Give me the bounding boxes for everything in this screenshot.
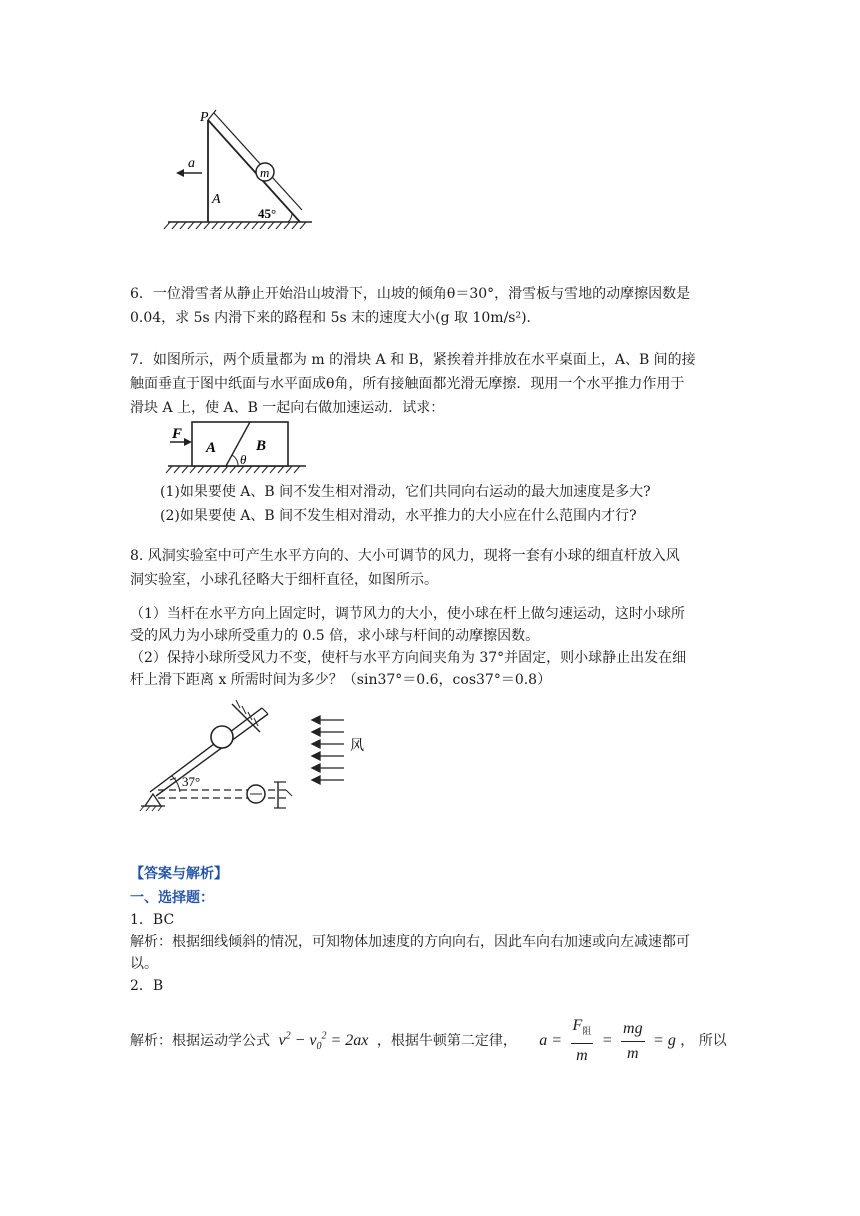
exp2-prefix: 解析：根据运动学公式 — [130, 1033, 270, 1050]
q7-line2: 触面垂直于图中纸面与水平面成θ角，所有接触面都光滑无摩擦．现用一个水平推力作用于 — [130, 376, 685, 392]
exp2-suffix: ， 所以 — [680, 1033, 727, 1050]
angle-label: 45° — [258, 206, 277, 221]
kinematics-formula: $v^2 - v_0^2 = 2ax$ — [278, 1030, 369, 1053]
q7-sub1: (1)如果要使 A、B 间不发生相对滑动，它们共同向右运动的最大加速度是多大? — [160, 484, 651, 500]
answer-1: 1．BC — [130, 912, 175, 928]
mass-label: m — [260, 165, 270, 180]
figure-incline-mass — [160, 105, 320, 235]
exp2-mid: ，根据牛顿第二定律， — [376, 1033, 517, 1050]
q6-line1: 6．一位滑雪者从静止开始沿山坡滑下，山坡的倾角θ＝30°，滑雪板与雪地的动摩擦因数是 — [130, 286, 691, 302]
q8-sub1b: 受的风力为小球所受重力的 0.5 倍，求小球与杆间的动摩擦因数。 — [130, 628, 540, 644]
q6-line2: 0.04，求 5s 内滑下来的路程和 5s 末的速度大小(g 取 10m/s²)． — [130, 310, 541, 326]
answer-1-explanation-line1: 解析：根据细线倾斜的情况，可知物体加速度的方向向右，因此车向右加速或向左减速都可 — [130, 934, 690, 950]
q8-sub2b: 杆上滑下距离 x 所需时间为多少？（sin37°＝0.6，cos37°＝0.8） — [130, 672, 552, 688]
wind-label: 风 — [350, 739, 364, 754]
newton-formula: a = $F_阻$ m = $\frac{mg}{m}$ = g — [539, 1014, 676, 1068]
figure-wind-tunnel — [136, 696, 376, 816]
section-choice-title: 一、选择题： — [130, 890, 214, 906]
q7-line1: 7．如图所示，两个质量都为 m 的滑块 A 和 B，紧挨着并排放在水平桌面上，A、B 间的接 — [130, 352, 696, 368]
angle-37-label: 37° — [182, 774, 201, 789]
q8-line1: 8. 风洞实验室中可产生水平方向的、大小可调节的风力，现将一套有小球的细直杆放入风 — [130, 548, 680, 564]
q8-sub2a: （2）保持小球所受风力不变，使杆与水平方向间夹角为 37°并固定，则小球静止出发在细 — [130, 650, 687, 666]
q8-sub1a: （1）当杆在水平方向上固定时，调节风力的大小，使小球在杆上做匀速运动，这时小球所 — [130, 606, 685, 622]
q7-line3: 滑块 A 上，使 A、B 一起向右做加速运动．试求： — [130, 400, 445, 416]
answer-2-explanation — [130, 1014, 727, 1064]
wedge-a-label: A — [212, 192, 221, 207]
answer-2: 2．B — [130, 978, 164, 994]
force-label: F — [172, 426, 183, 442]
q7-sub2: (2)如果要使 A、B 间不发生相对滑动，水平推力的大小应在什么范围内才行? — [160, 508, 637, 524]
answers-title: 【答案与解析】 — [130, 866, 228, 882]
resistance-subscript: 阻 — [582, 1026, 592, 1037]
answer-1-explanation-line2: 以。 — [130, 956, 158, 972]
block-a-label: A — [206, 440, 217, 456]
ball-inclined — [211, 726, 233, 748]
q8-line2: 洞实验室，小球孔径略大于细杆直径，如图所示。 — [130, 572, 438, 588]
point-p-label: P — [200, 110, 209, 125]
figure-two-blocks — [162, 418, 312, 478]
block-b-label: B — [256, 438, 267, 454]
theta-label: θ — [240, 452, 247, 467]
accel-label: a — [188, 156, 195, 171]
